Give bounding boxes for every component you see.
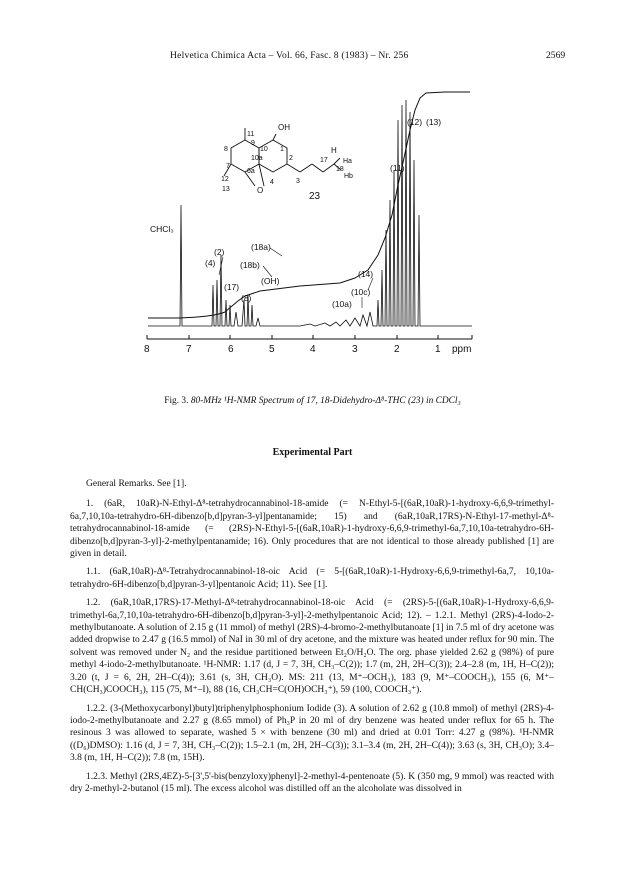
paragraph-1-1: 1.1. (6aR,10aR)-Δ⁸-Tetrahydrocannabinol-18-oic Acid (= 5-[(6aR,10aR)-1-Hydroxy-6,6,9-trimethyl-6a,7, 10,10a-tetrahydro-6H-dibenzo[b,d]pyran-3-yl]pentanoic Acid; 11). See [1]. xyxy=(70,567,554,590)
label-chcl3: CHCl₃ xyxy=(150,224,174,234)
caption-text: 80-MHz ¹H-NMR Spectrum of 17, 18-Didehydro-Δ⁸-THC (23) in CDCl₃ xyxy=(190,396,461,406)
caption-prefix: Fig. 3. xyxy=(164,396,189,406)
paragraph-general: General Remarks. See [1]. xyxy=(86,479,187,489)
struct-hb: Hb xyxy=(344,173,353,180)
label-11: (11) xyxy=(390,163,405,173)
label-2: (2) xyxy=(214,247,225,257)
paragraph-1: 1. (6aR, 10aR)-N-Ethyl-Δ⁸-tetrahydrocannabinol-18-amide (= N-Ethyl-5-[(6aR,10aR)-1-hydroxy-6,6,9-trimethyl-6a,7,10,10a-tetrahydro-6H-dibenzo[b,d]pyran-3-yl]pentanamide; 15) and (6aR,10aR,17RS)-N-Ethyl-17-methyl-Δ⁸-tetrahydrocannabinol-18-amide (= (2RS)-N-Ethyl-5-[(6aR,10aR)-1-hydroxy-6,6,9-trimethyl-6a,7,10,10a-tetrahydro-6H-dibenzo[b,d]pyran-3-yl]-2-methylpentanamide; 16). Only procedures that are not identical to those already published [1] are given in detail. xyxy=(70,499,554,560)
label-18b: (18b) xyxy=(240,260,260,270)
label-14: (14) xyxy=(358,269,374,279)
tick-5: 5 xyxy=(269,344,275,355)
struct-7: 7 xyxy=(226,163,230,170)
body-text xyxy=(70,478,554,795)
tick-3: 3 xyxy=(352,344,358,355)
struct-8: 8 xyxy=(224,146,228,153)
tick-4: 4 xyxy=(310,344,316,355)
tick-6: 6 xyxy=(228,344,234,355)
struct-h: H xyxy=(331,146,337,155)
label-10c: (10c) xyxy=(351,287,371,297)
label-17: (17) xyxy=(224,282,240,292)
label-18a: (18a) xyxy=(251,242,271,252)
tick-8: 8 xyxy=(144,344,150,355)
paragraph-1-2-3: 1.2.3. Methyl (2RS,4EZ)-5-[3',5'-bis(benzyloxy)phenyl]-2-methyl-4-pentenoate (5). K (350 mg, 9 mmol) was reacted with dry 2-methyl-2-butanol (15 ml). The excess alcohol was distilled off an the alcoholate was dissolved in xyxy=(70,771,554,794)
struct-o: O xyxy=(257,186,264,195)
struct-9: 9 xyxy=(251,140,255,147)
nmr-spectrum-figure xyxy=(0,0,625,392)
page-number: 2569 xyxy=(546,50,566,61)
struct-6a: 6a xyxy=(247,168,255,175)
struct-3: 3 xyxy=(296,178,300,185)
struct-2: 2 xyxy=(289,155,293,162)
struct-13: 13 xyxy=(222,186,230,193)
section-title: Experimental Part xyxy=(272,447,353,458)
tick-7: 7 xyxy=(186,344,192,355)
struct-10: 10 xyxy=(260,146,268,153)
tick-1: 1 xyxy=(435,344,441,355)
label-13: (13) xyxy=(426,117,442,127)
tick-ppm: ppm xyxy=(452,344,472,355)
running-head: Helvetica Chimica Acta – Vol. 66, Fasc. 8 (1983) – Nr. 256 xyxy=(170,50,409,61)
struct-4: 4 xyxy=(270,179,274,186)
struct-17: 17 xyxy=(320,157,328,164)
label-10a: (10a) xyxy=(332,299,352,309)
label-8: (8) xyxy=(241,293,252,303)
struct-ha: Ha xyxy=(343,158,352,165)
compound-number: 23 xyxy=(309,191,321,202)
label-4: (4) xyxy=(205,258,216,268)
spectrum-trace xyxy=(148,100,472,326)
struct-10a: 10a xyxy=(251,155,263,162)
struct-oh: OH xyxy=(278,123,290,132)
label-12: (12) xyxy=(407,117,423,127)
label-oh: (OH) xyxy=(261,276,280,286)
struct-18: 18 xyxy=(336,166,344,173)
paragraph-1-2: 1.2. (6aR,10aR,17RS)-17-Methyl-Δ⁸-tetrahydrocannabinol-18-oic Acid (= (2RS)-5-[(6aR,10aR)-1-Hydroxy-6,6,9-trimethyl-6a,7,10,10a-tetrahydro-6H-dibenzo[b,d]pyran-3-yl]-2-methylpentanoic Acid; 12). – 1.2.1. Methyl (2RS)-4-Iodo-2-methylbutanoate. A solution of 2.15 g (11 mmol) of methyl (2RS)-4-bromo-2-methylbutanoate [1] in 7.5 ml of dry acetone was added dropwise to 2.47 g (16.5 mmol) of NaI in 30 ml of dry acetone, and the mixture was heated under reflux for 90 min. The solvent was removed under N₂ and the residue partitioned between Et₂O/H₂O. The org. phase yielded 2.62 g (98%) of pure methyl 4-iodo-2-methylbutanoate. ¹H-NMR: 1.17 (d, J = 7, 3H, CH₃–C(2)); 1.7 (m, 2H, 2H–C(3)); 2.4–2.8 (m, 1H, H–C(2)); 3.20 (t, J = 6, 2H, 2H–C(4)); 3.61 (s, 3H, CH₃O). MS: 211 (13, M⁺–OCH₃), 183 (9, M⁺–COOCH₃), 155 (6, M⁺–CH(CH₃)COOCH₃), 115 (75, M⁺–I), 88 (16, CH₃CH=C(OH)OCH₃⁺), 59 (100, COOCH₃⁺). xyxy=(70,598,554,696)
struct-11: 11 xyxy=(247,131,255,138)
x-axis-ticks xyxy=(147,335,472,339)
paragraph-1-2-2: 1.2.2. (3-(Methoxycarbonyl)butyl)triphenylphosphonium Iodide (3). A solution of 2.62 g (10.8 mmol) of methyl (2RS)-4-iodo-2-methylbutanoate and 2.27 g (8.65 mmol) of Ph₃P in 20 ml of dry benzene was heated under reflux for 65 h. The resinous 3 was allowed to separate, washed 5 × with benzene (30 ml) and dried at 0.01 Torr: 4.27 g (98%). ¹H-NMR ((D₆)DMSO): 1.16 (d, J = 7, 3H, CH₃–C(2)); 1.5–2.1 (m, 2H, 2H–C(3)); 3.1–3.4 (m, 2H, 2H–C(4)); 3.63 (s, 3H, CH₃O); 3.4–3.8 (m, 1H, H–C(2)); 7.8 (m, 15H). xyxy=(70,703,554,764)
tick-2: 2 xyxy=(394,344,400,355)
struct-12: 12 xyxy=(221,176,229,183)
figure-caption xyxy=(0,396,625,406)
struct-1: 1 xyxy=(280,146,284,153)
